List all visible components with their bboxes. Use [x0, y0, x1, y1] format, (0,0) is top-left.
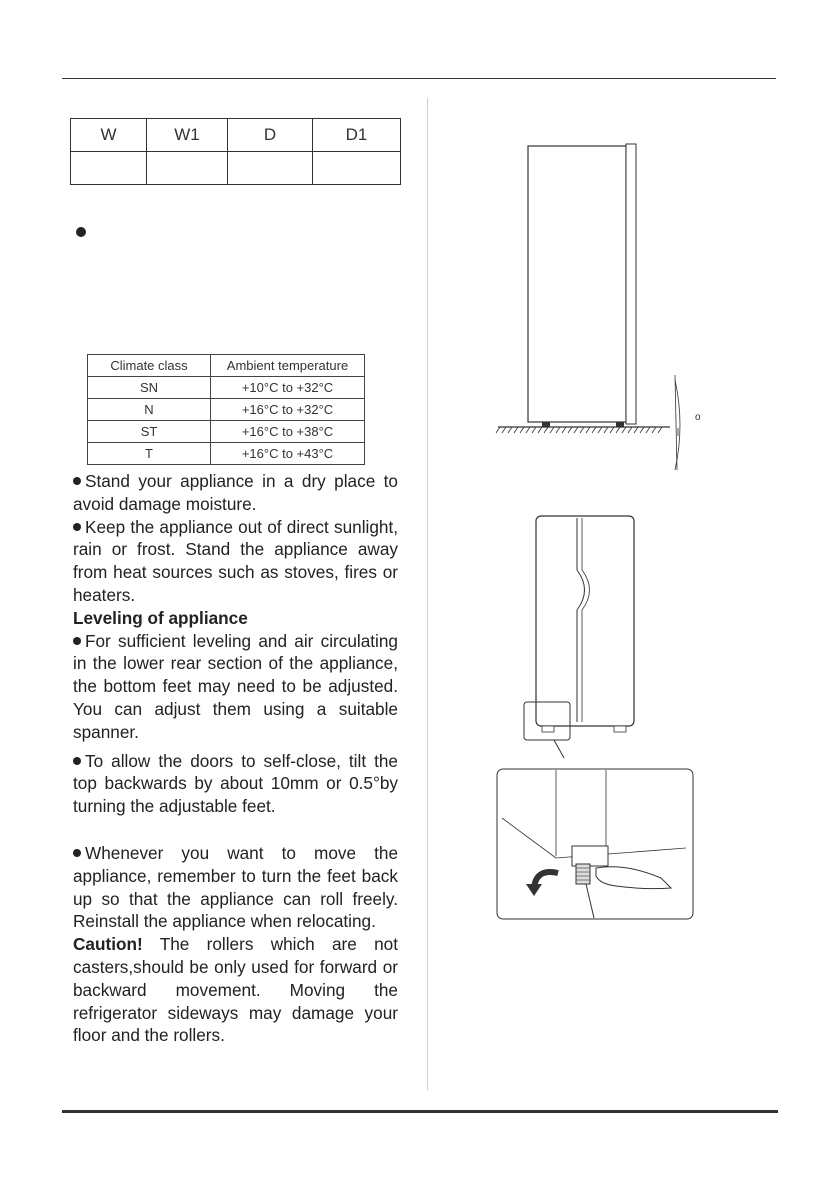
climate-temp-cell: +10°C to +32°C — [211, 377, 365, 399]
instructions-text — [73, 470, 398, 1047]
foot-adjustment-closeup-figure — [496, 768, 694, 920]
climate-temp-cell: +16°C to +38°C — [211, 421, 365, 443]
climate-temp-cell: +16°C to +32°C — [211, 399, 365, 421]
climate-class-cell: T — [88, 443, 211, 465]
header-rule — [62, 78, 776, 79]
dim-value-d1 — [313, 152, 401, 185]
tilt-degree-mark: o — [695, 412, 701, 423]
paragraph-leveling: For sufficient leveling and air circulating in the lower rear section of the appliance, the bottom feet may need to be adjusted. You can adjust them using a suitable spanner. — [73, 630, 398, 742]
front-view-figure — [520, 510, 650, 760]
bullet-icon — [73, 637, 81, 645]
paragraph-self-close: To allow the doors to self-close, tilt the top backwards by about 10mm or 0.5°by turning the adjustable feet. — [73, 750, 398, 817]
leveling-heading: Leveling of appliance — [73, 607, 248, 628]
bullet-icon — [73, 849, 81, 857]
dim-header-d1: D1 — [313, 119, 401, 152]
climate-temp-cell: +16°C to +43°C — [211, 443, 365, 465]
paragraph-dry-place: Stand your appliance in a dry place to avoid damage moisture. — [73, 471, 398, 514]
paragraph-caution: Caution! The rollers which are not casters,should be only used for forward or backward movement. Moving the refrigerator sideways may damage your floor and the rollers. — [73, 934, 398, 1046]
paragraph-sunlight: Keep the appliance out of direct sunlight, rain or frost. Stand the appliance away from heat sources such as stoves, fires or heaters. — [73, 516, 398, 605]
climate-class-cell: N — [88, 399, 211, 421]
climate-class-cell: SN — [88, 377, 211, 399]
bullet-icon — [73, 523, 81, 531]
dim-header-w1: W1 — [147, 119, 228, 152]
tilt-side-view-figure — [480, 130, 740, 480]
dimensions-table — [70, 118, 401, 185]
paragraph-move: Whenever you want to move the appliance, remember to turn the feet back up so that the appliance can roll freely. Reinstall the appliance when relocating. — [73, 842, 398, 932]
caution-label: Caution! — [73, 934, 143, 955]
climate-header-temp: Ambient temperature — [211, 355, 365, 377]
column-divider — [427, 98, 428, 1090]
climate-header-class: Climate class — [88, 355, 211, 377]
footer-rule — [62, 1110, 778, 1113]
bullet-icon — [73, 477, 81, 485]
dim-value-d — [228, 152, 313, 185]
dim-header-w: W — [71, 119, 147, 152]
climate-class-table — [87, 354, 365, 465]
bullet-icon — [76, 227, 86, 237]
dim-value-w1 — [147, 152, 228, 185]
dim-value-w — [71, 152, 147, 185]
dim-header-d: D — [228, 119, 313, 152]
climate-class-cell: ST — [88, 421, 211, 443]
bullet-icon — [73, 757, 81, 765]
